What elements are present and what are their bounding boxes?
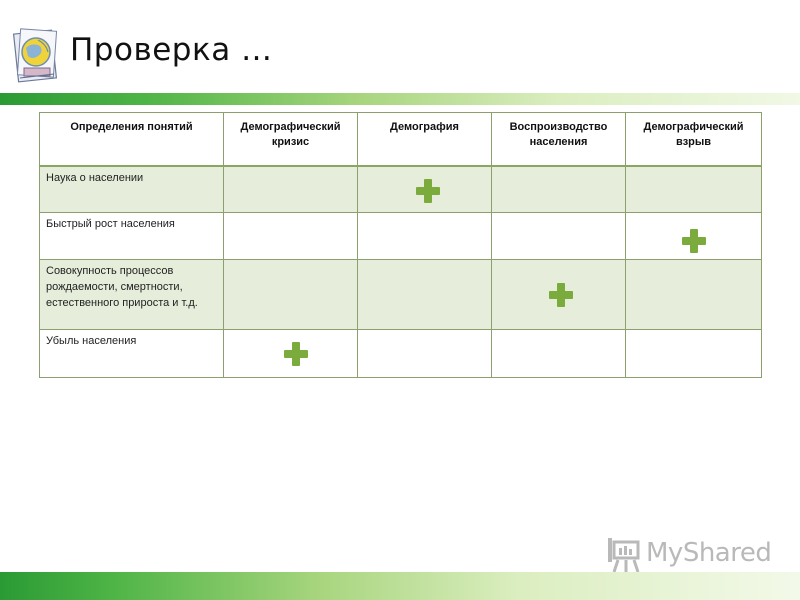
answer-cell (626, 213, 762, 260)
table-row (40, 329, 762, 377)
answer-cell (358, 329, 492, 377)
answer-cell (358, 166, 492, 213)
answer-cell (492, 166, 626, 213)
answer-cell (492, 260, 626, 329)
top-accent-bar (0, 93, 800, 105)
header-reproduction: Воспроизводство населения (492, 113, 626, 166)
slide-title: Проверка … (70, 32, 273, 68)
plus-icon (416, 179, 440, 203)
answer-cell (224, 329, 358, 377)
globe-book-icon (10, 26, 62, 84)
answer-cell (224, 213, 358, 260)
definition-cell: Быстрый рост населения (40, 213, 224, 260)
answer-cell (626, 166, 762, 213)
definition-cell: Совокупность процессов рождаемости, смертности, естественного прироста и т.д. (40, 260, 224, 329)
watermark (606, 536, 772, 574)
plus-icon (682, 229, 706, 253)
header-demography: Демография (358, 113, 492, 166)
definition-cell: Наука о населении (40, 166, 224, 213)
header-demographic-explosion: Демографический взрыв (626, 113, 762, 166)
answer-cell (224, 260, 358, 329)
answer-cell (626, 329, 762, 377)
terms-matching-table (39, 112, 762, 378)
table-row (40, 166, 762, 213)
answer-cell (626, 260, 762, 329)
watermark-text: MyShared (646, 538, 772, 568)
table-row (40, 260, 762, 329)
presentation-board-icon (606, 536, 642, 574)
answer-cell (492, 329, 626, 377)
answer-cell (358, 213, 492, 260)
header-definitions: Определения понятий (40, 113, 224, 166)
definition-cell: Убыль населения (40, 329, 224, 377)
plus-icon (549, 283, 573, 307)
table-row (40, 213, 762, 260)
answer-cell (358, 260, 492, 329)
answer-cell (224, 166, 358, 213)
bottom-accent-bar (0, 572, 800, 600)
plus-icon (284, 342, 308, 366)
table-header-row (40, 113, 762, 166)
header-demographic-crisis: Демографический кризис (224, 113, 358, 166)
answer-cell (492, 213, 626, 260)
